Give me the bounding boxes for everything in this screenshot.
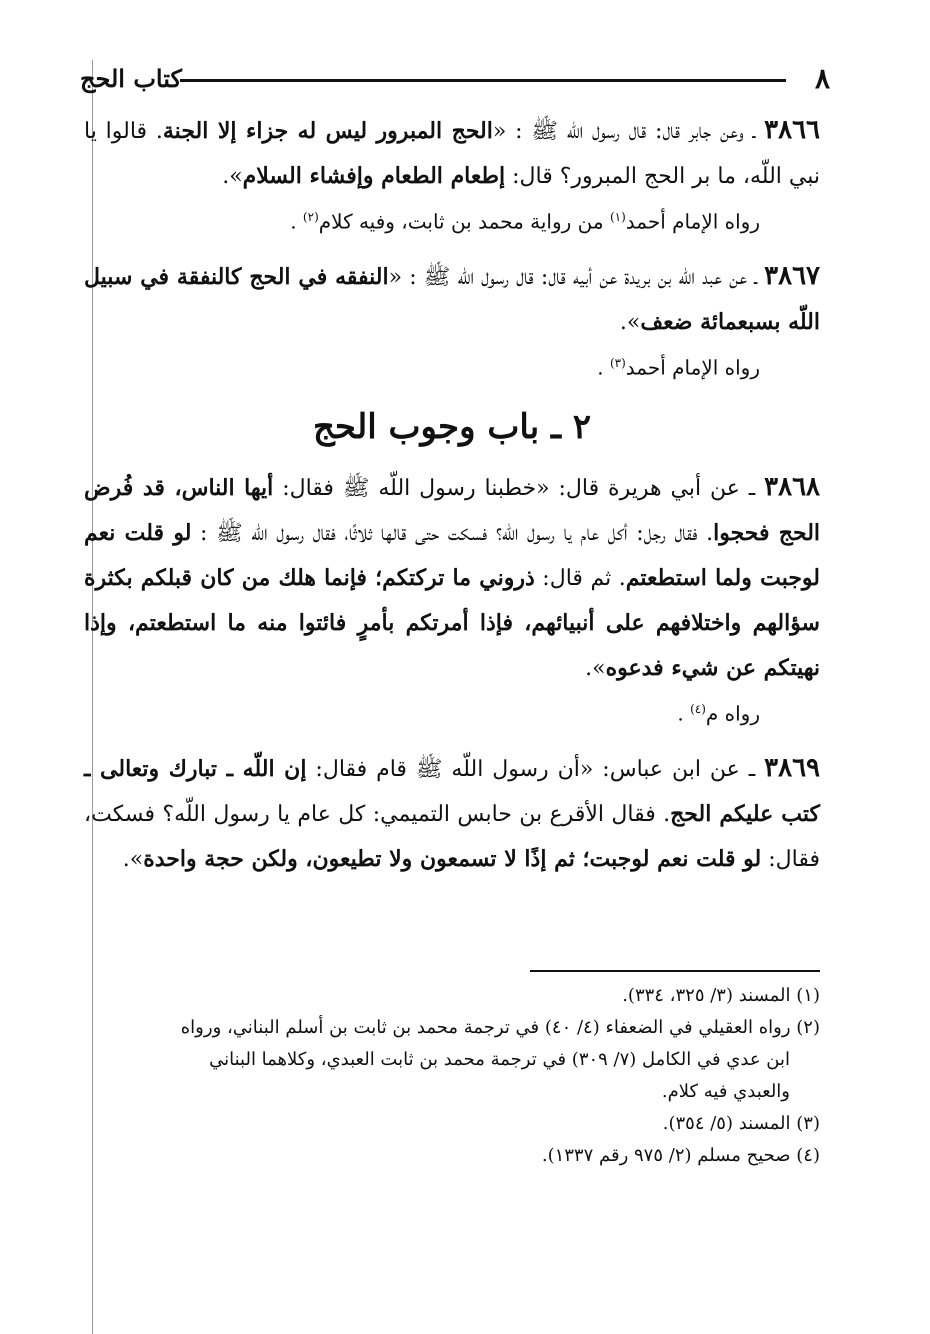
source-text: .	[290, 209, 303, 234]
footnote-ref[interactable]: (٤)	[690, 702, 706, 717]
source-text: رواه الإمام أحمد	[625, 355, 760, 380]
footnotes	[84, 980, 820, 1172]
hadith-3869	[84, 746, 820, 882]
hadith-source	[84, 345, 820, 386]
hadith-number: ٣٨٦٨	[764, 472, 821, 503]
source-text: .	[597, 355, 610, 380]
hadith-quote: لو قلت نعم لوجبت ولما استطعتم	[84, 520, 820, 592]
hadith-quote: ذروني ما تركتكم؛ فإنما هلك من كان قبلكم بكثرة سؤالهم واختلافهم على أنبيائهم، فإذا أمرتكم بأمرٍ فائتوا منه ما استطعتم، وإذا نهيتكم عن شيء فدعوه	[84, 565, 820, 682]
hadith-text: . ثم قال:	[534, 566, 626, 592]
chapter-heading: ٢ ـ باب وجوب الحج	[312, 407, 592, 448]
hadith-text: . فقال رجل: أكل عام يا رسول اللّه؟ فسكت حتى قالها ثلاثًا، فقال رسول اللّه ﷺ :	[191, 521, 714, 547]
footnote-ref[interactable]: (١)	[609, 210, 626, 224]
hadith-end: ».	[585, 656, 606, 682]
footnote-ref[interactable]: (٣)	[609, 355, 626, 370]
book-title: كتاب الحج	[80, 64, 182, 93]
footnote-1: (١) المسند (٣/ ٣٢٥، ٣٣٤).	[622, 985, 820, 1006]
hadith-intro: ـ عن عبد اللّه بن بريدة عن أبيه قال: قال رسول اللّه ﷺ : «	[388, 264, 765, 290]
hadith-end: ».	[222, 164, 243, 189]
source-text: .	[677, 701, 691, 726]
hadith-quote: النفقه في الحج كالنفقة في سبيل اللّه بسبعمائة ضعف	[84, 263, 820, 335]
footnote-2-cont: ابن عدي في الكامل (٧/ ٣٠٩) في ترجمة محمد بن ثابت العبدي، وكلاهما البناني	[209, 1049, 790, 1070]
source-text: رواه م	[705, 701, 760, 726]
hadith-3866	[84, 108, 820, 199]
header-rule	[180, 79, 786, 82]
footnote-4: (٤) صحيح مسلم (٢/ ٩٧٥ رقم ١٣٣٧).	[541, 1145, 820, 1166]
hadith-source	[84, 199, 820, 240]
hadith-quote: إن اللّه ـ تبارك وتعالى ـ كتب عليكم الحج	[84, 755, 821, 827]
hadith-quote: لو قلت نعم لوجبت؛ ثم إذًا لا تسمعون ولا تطيعون، ولكن حجة واحدة	[143, 845, 762, 872]
hadith-number: ٣٨٦٩	[764, 752, 820, 783]
source-text: رواه الإمام أحمد	[625, 209, 760, 234]
footnote-3: (٣) المسند (٥/ ٣٥٤).	[662, 1113, 820, 1134]
hadith-source	[84, 691, 820, 732]
hadith-text: . قالوا يا نبي اللّه، ما بر الحج المبرور؟ قال:	[84, 119, 820, 189]
main-text	[84, 108, 820, 882]
footnote-2-cont: والعبدي فيه كلام.	[661, 1081, 790, 1102]
hadith-3867	[84, 254, 820, 345]
footnote-ref[interactable]: (٢)	[302, 210, 319, 224]
source-text: من رواية محمد بن ثابت، وفيه كلام	[318, 209, 610, 234]
hadith-end: ».	[122, 846, 144, 872]
hadith-number: ٣٨٦٦	[764, 115, 820, 145]
footnote-2: (٢) رواه العقيلي في الضعفاء (٤/ ٤٠) في ترجمة محمد بن ثابت بن أسلم البناني، ورواه	[180, 1017, 820, 1038]
footnote-separator	[530, 970, 820, 972]
hadith-number: ٣٨٦٧	[764, 260, 820, 291]
hadith-quote: أيها الناس، قد فُرض الحج فحجوا	[84, 475, 821, 547]
hadith-quote: إطعام الطعام وإفشاء السلام	[242, 163, 506, 189]
hadith-text: . فقال الأقرع بن حابس التميمي: كل عام يا رسول اللّه؟ فسكت، فقال:	[84, 801, 820, 872]
hadith-intro: ـ عن ابن عباس: «أن رسول اللّه ﷺ قام فقال:	[306, 756, 765, 782]
hadith-3868	[84, 465, 820, 691]
page-number: ٨	[814, 62, 830, 95]
hadith-end: ».	[619, 309, 641, 335]
hadith-quote: الحج المبرور ليس له جزاء إلا الجنة	[162, 118, 493, 144]
hadith-intro: ـ وعن جابر قال: قال رسول اللّه ﷺ : «	[492, 119, 765, 144]
page-header	[80, 62, 830, 96]
hadith-intro: ـ عن أبي هريرة قال: «خطبنا رسول اللّه ﷺ فقال:	[273, 476, 765, 502]
